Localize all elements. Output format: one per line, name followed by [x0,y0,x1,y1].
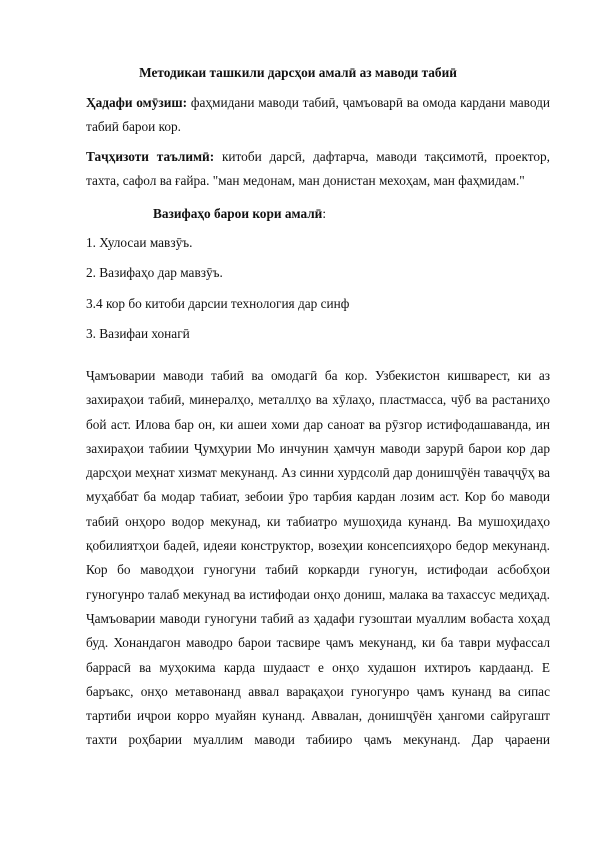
list-item: 2. Вазифаҳо дар мавзӯъ. [86,265,223,280]
body-paragraph: Ҷамъоварии маводи табиӣ ва омодагӣ ба кор. Узбекистон кишварест, ки аз захираҳои табиӣ, минералҳо, металлҳо ва хӯлаҳо, пластмасса, чӯб ва растаниҳо бой аст. Илова бар он, ки ашеи хоми дар саноат ва рӯзгор истифодашаванда, ин захираҳои табиии Ҷумҳурии Мо инчунин ҳамчун маводи зарурӣ барои кор дар дарсҳои меҳнат хизмат мекунанд. Аз синни хурдсолӣ дар донишҷӯён таваҷҷӯҳ ва муҳаббат ба модар табиат, зебоии ӯро тарбия кардан лозим аст. Кор бо маводи табиӣ онҳоро водор мекунад, ки табиатро мушоҳида кунанд. Ва мушоҳидаҳо қобилиятҳои бадеӣ, идеяи конструктор, возеҳии консепсияҳоро бедор мекунанд. Кор бо маводҳои гуногуни табиӣ коркарди гуногун, истифодаи асбобҳои гуногунро талаб мекунад ва истифодаи онҳо дониш, малака ва тахассус медиҳад. Ҷамъоварии маводи гуногуни табиӣ аз ҳадафи гузоштаи муаллим вобаста хоҳад буд. Хонандагон маводро барои тасвире ҷамъ мекунанд, ки ба таври муфассал баррасӣ ва муҳокима карда шудааст е онҳо худашон ихтироъ кардаанд. Е баръакс, онҳо метавонанд аввал варақаҳои гуногунро ҷамъ кунанд ва сипас тартиби иҷрои корро муайян кунанд. Аввалан, донишҷӯён ҳангоми сайругашт тахти роҳбарии муаллим маводи табииро ҷамъ мекунанд. Дар ҷараени [86,368,550,748]
list-item: 3. Вазифаи хонагӣ [86,326,190,341]
tasks-heading [153,207,326,220]
goal-paragraph [86,91,550,139]
equipment-text: китоби дарсӣ, дафтарча, маводи тақсимотӣ, проектор, тахта, сафол ва ғайра. "ман медонам, ман донистан мехоҳам, ман фаҳмидам." [86,149,550,188]
equipment-paragraph [86,145,550,193]
goal-label: Ҳадафи омӯзиш: [86,95,188,110]
equipment-label: Таҷҳизоти таълимӣ: [86,149,215,164]
list-item: 1. Хулосаи мавзӯъ. [86,235,193,250]
goal-text: фаҳмидани маводи табиӣ, ҷамъоварӣ ва омода кардани маводи табиӣ барои кор. [86,95,550,134]
list-item: 3.4 кор бо китоби дарсии технология дар синф [86,296,350,311]
tasks-heading-suffix: : [322,206,327,221]
tasks-heading-label: Вазифаҳо барои кори амалӣ [153,206,323,221]
document-title: Методикаи ташкили дарсҳои амалӣ аз маводи табиӣ [139,65,457,80]
